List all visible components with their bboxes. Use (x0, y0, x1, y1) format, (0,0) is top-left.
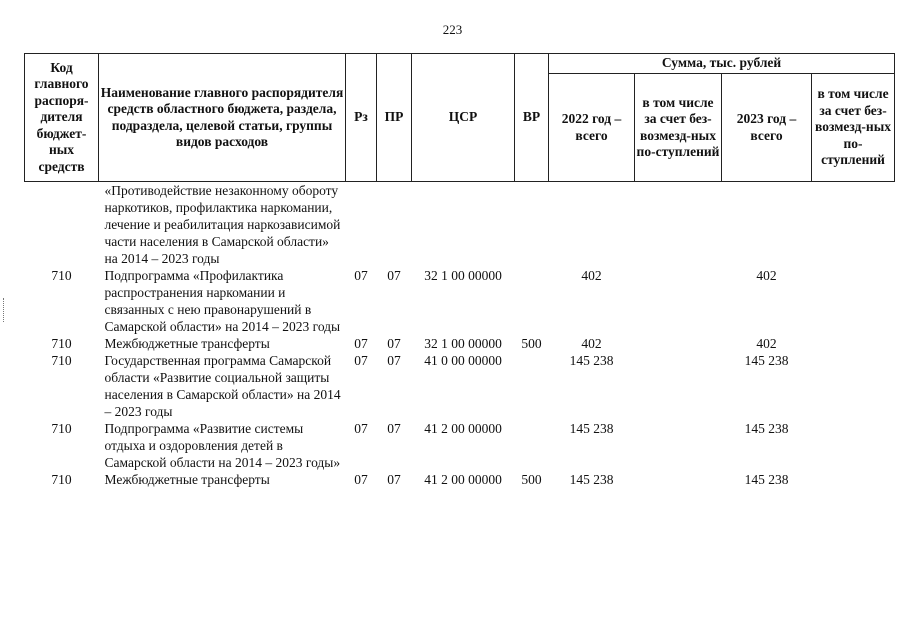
cell-name: «Противодействие незаконному обороту наркотиков, профилактика наркомании, лечение и реабилитация наркозависимой части населения в Самарской области» на 2014 – 2023 годы (104, 183, 341, 266)
header-rz: Рз (346, 54, 377, 182)
cell-code (25, 182, 99, 268)
page-number: 223 (442, 22, 463, 37)
cell-2023-free (812, 420, 895, 471)
table-row (25, 182, 895, 268)
scan-artifact (3, 298, 6, 322)
cell-2023-free (812, 352, 895, 420)
header-2023-total: 2023 год – всего (722, 74, 812, 182)
header-name: Наименование главного распорядителя средств областного бюджета, раздела, подраздела, целевой статьи, группы видов расходов (99, 54, 346, 182)
cell-pr: 07 (387, 421, 401, 436)
cell-name: Подпрограмма «Профилактика распространения наркомании и связанных с нею правонарушений в Самарской области» на 2014 – 2023 годы (104, 268, 341, 334)
cell-pr: 07 (387, 336, 401, 351)
cell-rz: 07 (354, 421, 368, 436)
table-row (25, 335, 895, 352)
cell-2023-total: 145 238 (744, 353, 789, 368)
budget-table (24, 53, 895, 488)
cell-2022-total: 402 (581, 336, 602, 351)
cell-vr (515, 352, 549, 420)
cell-name: Подпрограмма «Развитие системы отдыха и оздоровления детей в Самарской области на 2014 – 2023 годы» (104, 421, 341, 470)
cell-rz: 07 (354, 336, 368, 351)
header-sum-group: Сумма, тыс. рублей (549, 54, 895, 74)
cell-2023-free (812, 182, 895, 268)
table-body (25, 182, 895, 489)
cell-vr: 500 (521, 336, 542, 351)
table-row (25, 420, 895, 471)
cell-2022-free (635, 335, 722, 352)
cell-code: 710 (51, 268, 72, 283)
cell-vr: 500 (521, 472, 542, 487)
cell-2023-total: 145 238 (744, 421, 789, 436)
cell-code: 710 (51, 472, 72, 487)
cell-pr: 07 (387, 268, 401, 283)
header-2022-free: в том числе за счет без-возмезд-ных по-ступлений (635, 74, 722, 182)
table-row (25, 267, 895, 335)
cell-2022-free (635, 471, 722, 488)
header-csr: ЦСР (412, 54, 515, 182)
cell-rz (346, 182, 377, 268)
cell-rz: 07 (354, 353, 368, 368)
cell-2022-free (635, 182, 722, 268)
cell-csr (412, 182, 515, 268)
cell-pr: 07 (387, 353, 401, 368)
header-2023-free: в том числе за счет без-возмезд-ных по-ступлений (812, 74, 895, 182)
cell-name: Государственная программа Самарской области «Развитие социальной защиты населения в Самарской области» на 2014 – 2023 годы (104, 353, 341, 419)
table-row (25, 471, 895, 488)
header-pr: ПР (377, 54, 412, 182)
cell-name: Межбюджетные трансферты (104, 336, 270, 351)
cell-vr (515, 267, 549, 335)
cell-csr: 41 2 00 00000 (424, 421, 502, 436)
cell-pr (377, 182, 412, 268)
header-vr: ВР (515, 54, 549, 182)
cell-2023-free (812, 335, 895, 352)
cell-code: 710 (51, 421, 72, 436)
header-2022-total: 2022 год – всего (549, 74, 635, 182)
cell-rz: 07 (354, 472, 368, 487)
cell-2022-free (635, 267, 722, 335)
cell-csr: 32 1 00 00000 (424, 268, 502, 283)
table-header (25, 54, 895, 182)
cell-csr: 41 0 00 00000 (424, 353, 502, 368)
cell-vr (515, 182, 549, 268)
cell-rz: 07 (354, 268, 368, 283)
cell-2023-total: 145 238 (744, 472, 789, 487)
cell-2022-total: 145 238 (569, 421, 614, 436)
header-code: Код главного распоря-дителя бюджет-ных средств (25, 54, 99, 182)
cell-code: 710 (51, 336, 72, 351)
cell-2022-total: 145 238 (569, 353, 614, 368)
cell-csr: 32 1 00 00000 (424, 336, 502, 351)
cell-2022-total: 402 (581, 268, 602, 283)
cell-csr: 41 2 00 00000 (424, 472, 502, 487)
table-row (25, 352, 895, 420)
cell-2023-free (812, 267, 895, 335)
cell-2022-total: 145 238 (569, 472, 614, 487)
cell-2022-free (635, 352, 722, 420)
cell-name: Межбюджетные трансферты (104, 472, 270, 487)
cell-vr (515, 420, 549, 471)
cell-2022-total (549, 182, 635, 268)
cell-2023-total: 402 (756, 336, 777, 351)
cell-2023-total: 402 (756, 268, 777, 283)
cell-code: 710 (51, 353, 72, 368)
cell-2023-free (812, 471, 895, 488)
cell-pr: 07 (387, 472, 401, 487)
cell-2022-free (635, 420, 722, 471)
cell-2023-total (722, 182, 812, 268)
